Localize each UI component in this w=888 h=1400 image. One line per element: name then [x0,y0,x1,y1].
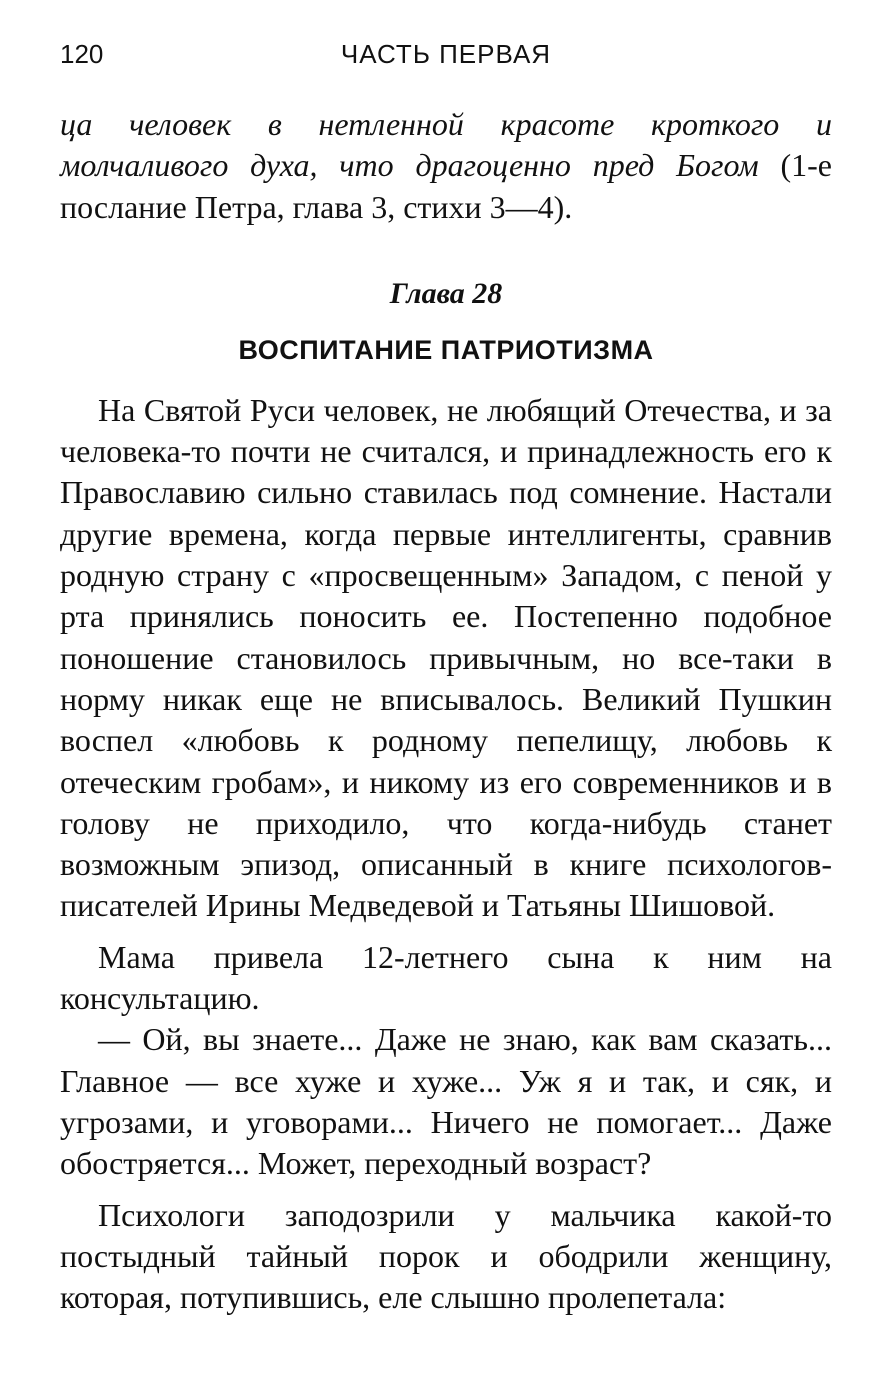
quote-citation: (1-е послание Петра, глава 3, стихи 3—4). [60,147,832,225]
quote-text: ца человек в нетленной красоте кроткого и молчаливого духа, что драгоценно пред Богом [60,106,832,184]
section-title: ЧАСТЬ ПЕРВАЯ [340,39,552,69]
paragraph: На Святой Руси человек, не любящий Отечества, и за человека-то почти не считался, и принадлежность его к Православию сильно ставилась под сомнение. Настали другие времена, когда первые интеллигенты, сравнив родную страну с «просвещенным» Западом, с пеной у рта принялись поносить ее. Постепенно подобное поношение становилось привычным, но все-таки в норму никак еще не вписывалось. Великий Пушкин воспел «любовь к родному пепелищу, любовь к отеческим гробам», и никому из его современников и в голову не приходило, что когда-нибудь станет возможным эпизод, описанный в книге психологов-писателей Ирины Медведевой и Татьяны Шишовой. [60,391,832,924]
chapter-label: Глава 28 [389,276,503,310]
page-content [60,104,832,1318]
chapter-title: ВОСПИТАНИЕ ПАТРИОТИЗМА [238,334,654,365]
paragraph: Психологи заподозрили у мальчика какой-то постыдный тайный порок и ободрили женщину, которая, потупившись, еле слышно пролепетала: [60,1196,832,1316]
page-number: 120 [60,39,104,69]
paragraph: Мама привела 12-летнего сына к ним на консультацию. [60,938,832,1017]
running-header [60,34,832,74]
dialogue-paragraph: — Ой, вы знаете... Даже не знаю, как вам сказать... Главное — все хуже и хуже... Уж я и так, и сяк, и угрозами, и уговорами... Ничего не помогает... Даже обостряется... Может, переходный возраст? [60,1021,832,1182]
scripture-quote [60,104,832,228]
